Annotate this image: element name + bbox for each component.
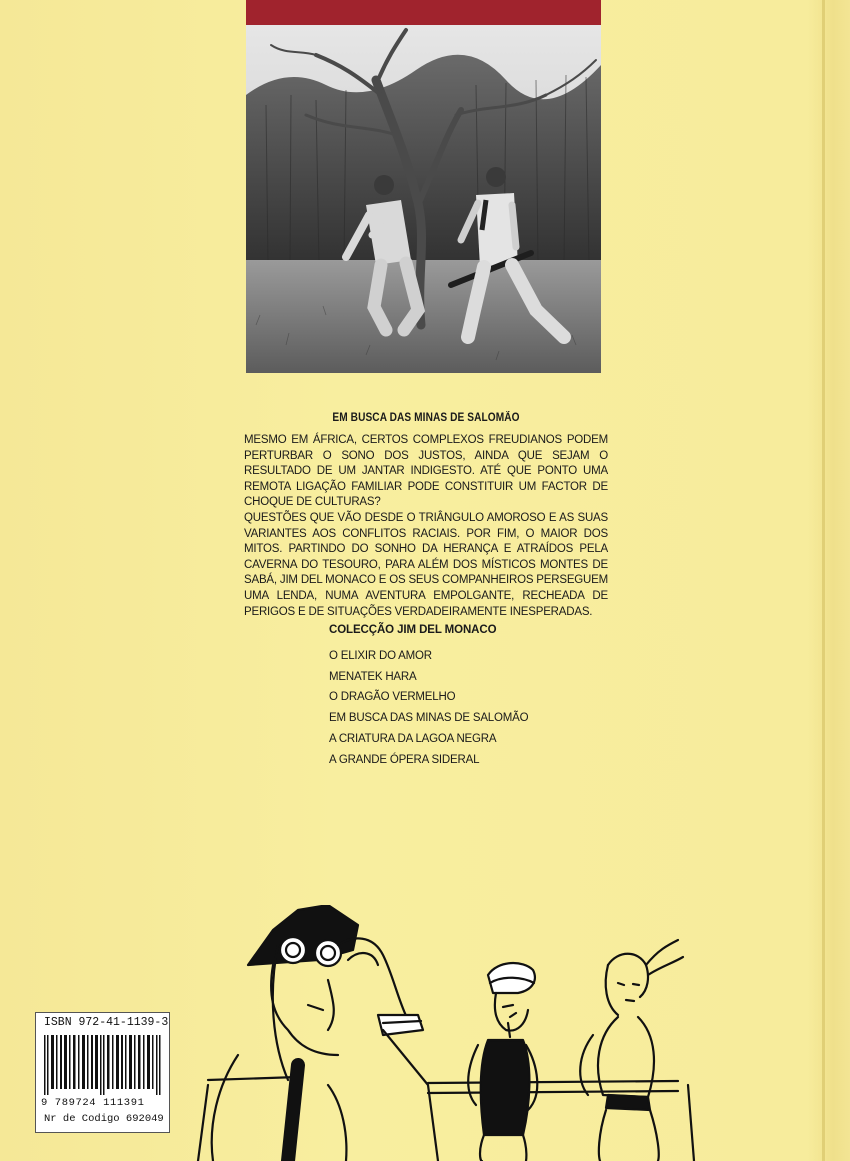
top-red-band bbox=[246, 0, 601, 25]
series-list bbox=[329, 646, 629, 770]
isbn-number: ISBN 972-41-1139-3 bbox=[44, 1016, 169, 1029]
spine-crease bbox=[822, 0, 825, 1161]
cover-photo bbox=[246, 25, 601, 373]
product-code: Nr de Codigo 692049 bbox=[44, 1113, 164, 1125]
barcode-bars bbox=[42, 1035, 164, 1095]
series-list-item: A GRANDE ÓPERA SIDERAL bbox=[329, 753, 480, 766]
series-block bbox=[329, 624, 629, 770]
series-list-item: EM BUSCA DAS MINAS DE SALOMÃO bbox=[329, 712, 529, 725]
series-list-item: MENATEK HARA bbox=[329, 670, 417, 683]
series-title: COLECÇÃO JIM DEL MONACO bbox=[329, 624, 497, 636]
series-list-item: O ELIXIR DO AMOR bbox=[329, 650, 432, 662]
barcode-digits: 9 789724 111391 bbox=[41, 1097, 145, 1109]
series-list-item: O DRAGÃO VERMELHO bbox=[329, 691, 456, 704]
isbn-barcode-label bbox=[35, 1012, 170, 1133]
synopsis-block bbox=[244, 412, 608, 620]
book-title: EM BUSCA DAS MINAS DE SALOMÃO bbox=[332, 412, 520, 424]
synopsis-paragraph-1: MESMO EM ÁFRICA, CERTOS COMPLEXOS FREUDIANOS PODEM PERTURBAR O SONO DOS JUSTOS, AINDA QUE SEJAM O RESULTADO DE UM JANTAR INDIGESTO. ATÉ QUE PONTO UMA REMOTA LIGAÇÃO FAMILIAR PODE CONSTITUIR UM FACTOR DE CHOQUE DE CULTURAS? bbox=[244, 434, 608, 509]
synopsis-paragraph-2: QUESTÕES QUE VÃO DESDE O TRIÂNGULO AMOROSO E AS SUAS VARIANTES AOS CONFLITOS RACIAIS. POR FIM, O MAIOR DOS MITOS. PARTINDO DO SONHO DA HERANÇA E ATRAÍDOS PELA CAVERNA DO TESOURO, PARA ALÉM DOS MÍSTICOS MONTES DE SABÁ, JIM DEL MONACO E OS SEUS COMPANHEIROS PERSEGUEM UMA LENDA, NUMA AVENTURA EMPOLGANTE, RECHEADA DE PERIGOS E DE SITUAÇÕES VERDADEIRAMENTE INESPERADAS. bbox=[244, 511, 608, 618]
series-list-item: A CRIATURA DA LAGOA NEGRA bbox=[329, 732, 497, 745]
comic-illustration bbox=[178, 905, 698, 1161]
